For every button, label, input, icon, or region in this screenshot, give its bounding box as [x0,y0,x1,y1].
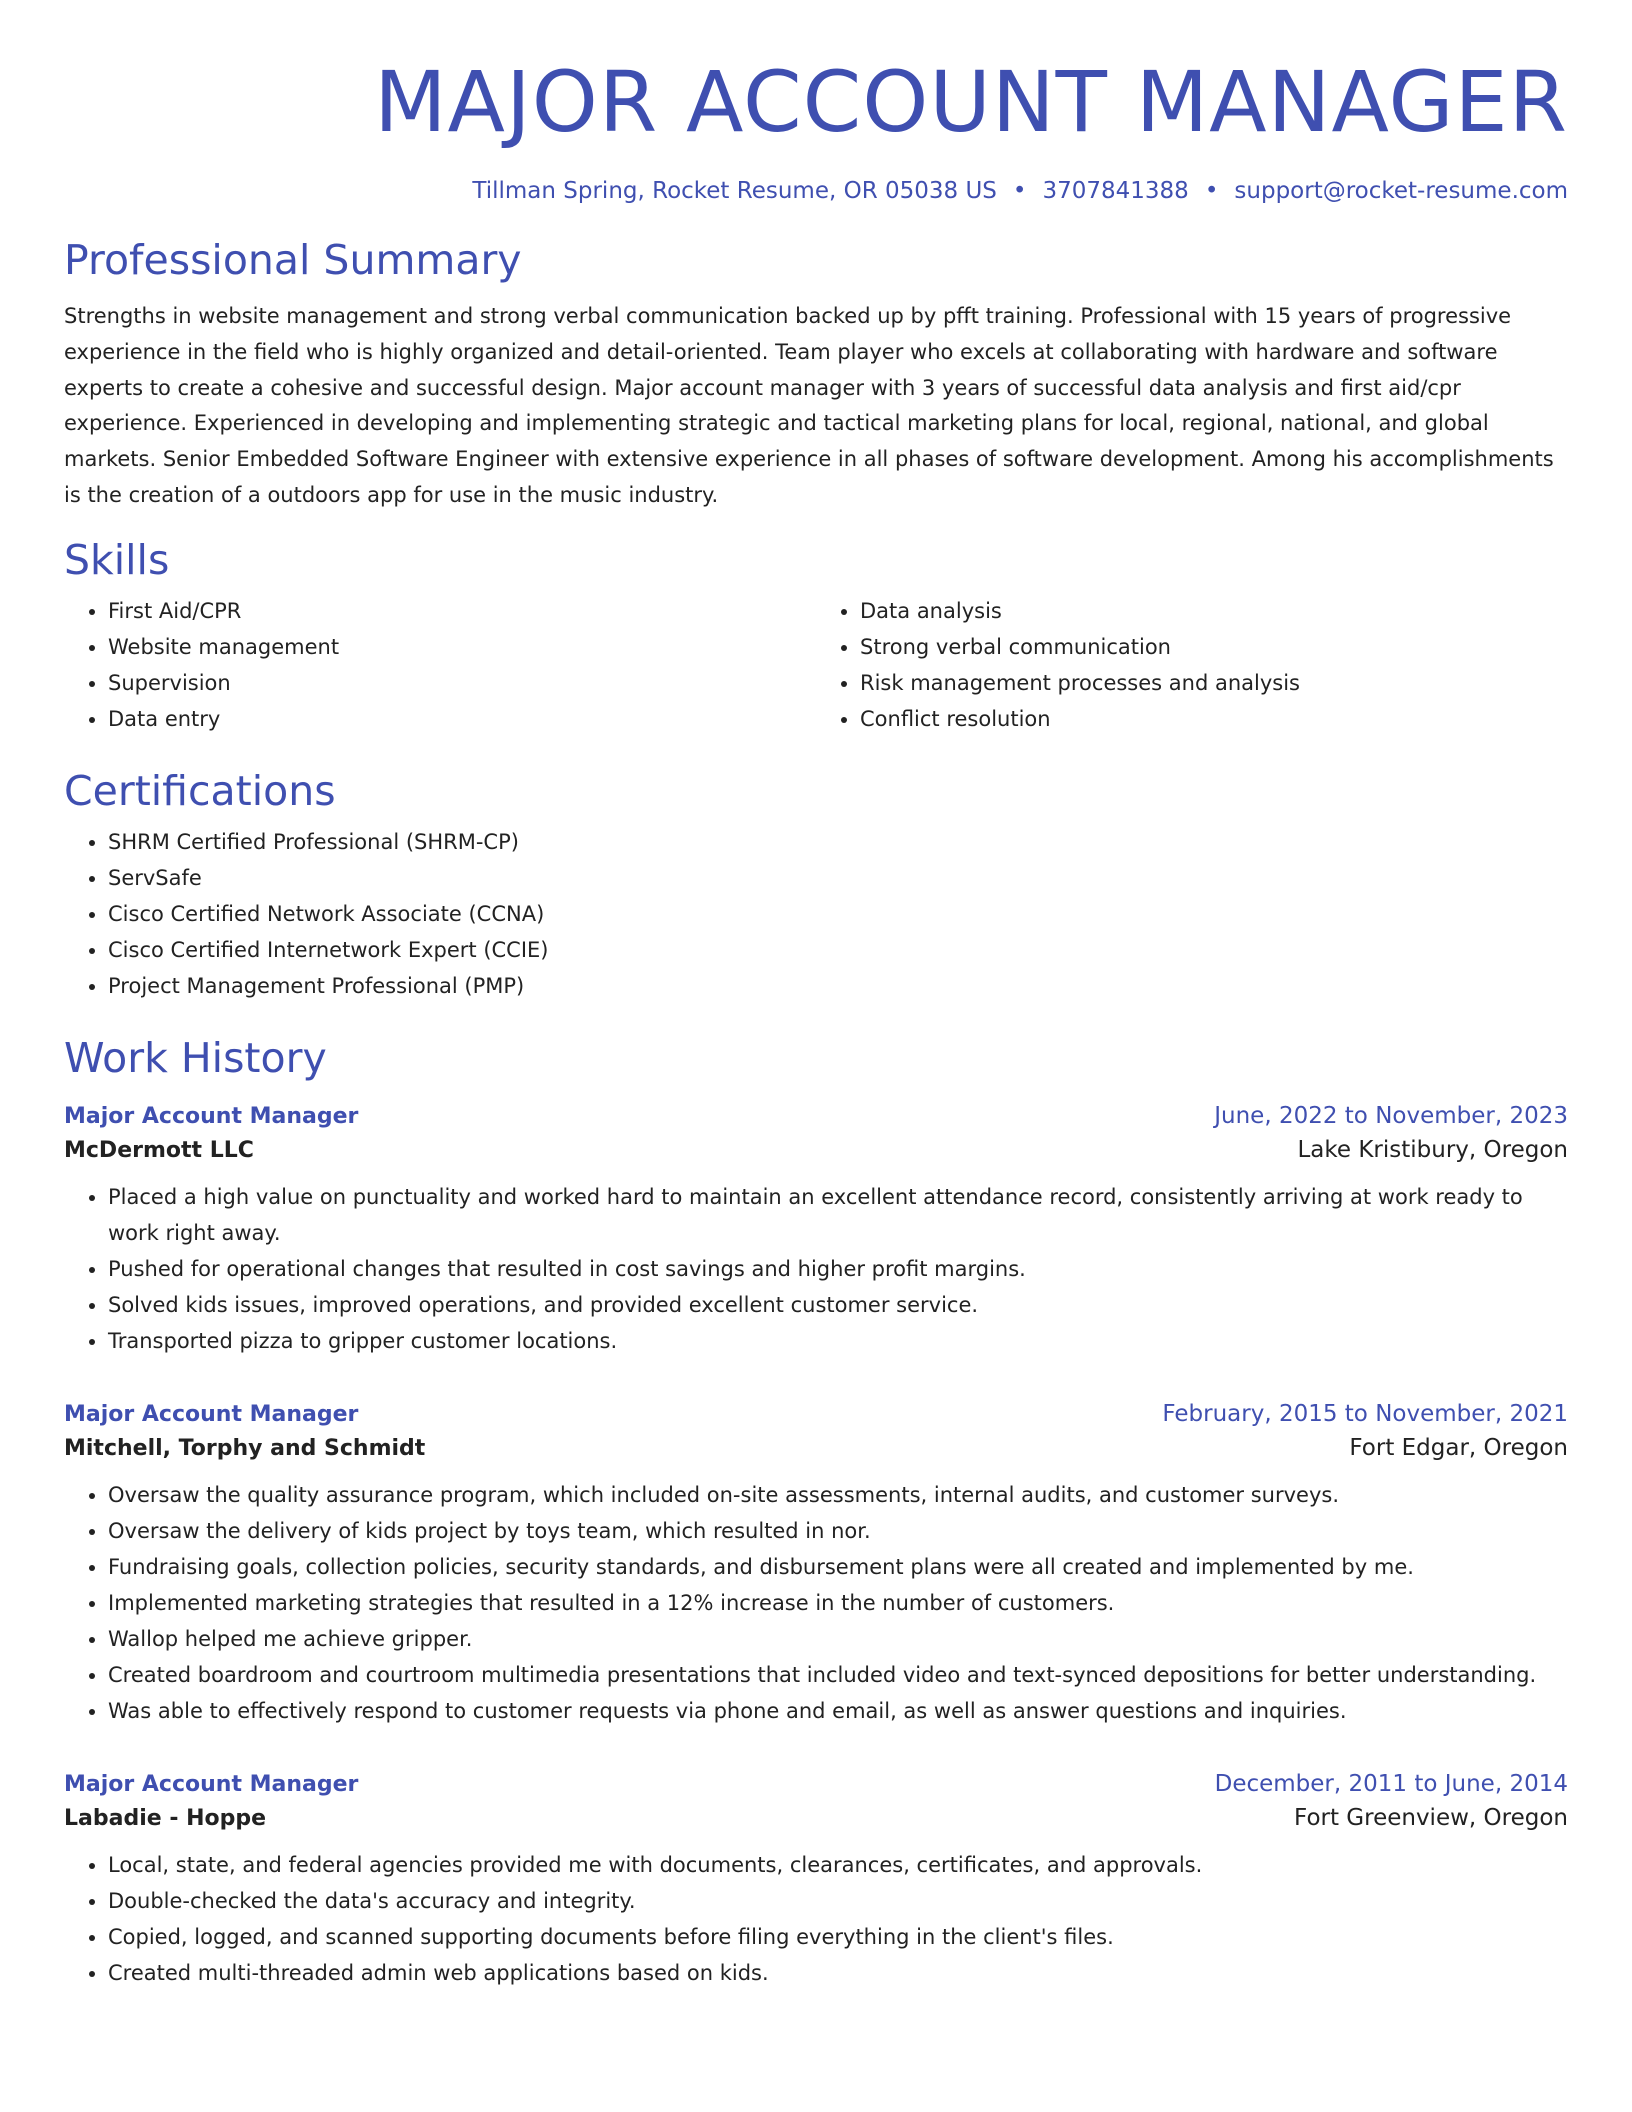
job-bullet: • Was able to effectively respond to customer requests via phone and email, as well as answer questions and inquiries. [108,1693,1568,1729]
contact-separator: • [1204,178,1219,204]
job-bullets [64,1179,1568,1359]
list-item: • Conflict resolution [860,701,1568,737]
job-company: Mitchell, Torphy and Schmidt [64,1436,426,1462]
job-header [64,1401,1568,1427]
job-bullet: • Implemented marketing strategies that resulted in a 12% increase in the number of customers. [108,1585,1568,1621]
list-item: • Data entry [108,701,816,737]
job-subheader [64,1435,1568,1461]
jobs-list [64,1103,1568,1991]
certifications-heading: Certifications [64,766,336,815]
job-bullet: • Placed a high value on punctuality and worked hard to maintain an excellent attendance record, consistently arriving at work ready to work right away. [108,1179,1568,1251]
skills-list-right [816,593,1568,737]
job-subheader [64,1137,1568,1163]
skills-list-left [64,593,816,737]
resume-title: MAJOR ACCOUNT MANAGER [374,53,1568,151]
job-entry [64,1103,1568,1359]
job-bullet: • Local, state, and federal agencies provided me with documents, clearances, certificates, and approvals. [108,1847,1568,1883]
job-bullet: • Oversaw the quality assurance program, which included on-site assessments, internal audits, and customer surveys. [108,1477,1568,1513]
job-bullet: • Fundraising goals, collection policies, security standards, and disbursement plans were all created and implemented by me. [108,1549,1568,1585]
job-bullet: • Wallop helped me achieve gripper. [108,1621,1568,1657]
job-bullet: • Solved kids issues, improved operations, and provided excellent customer service. [108,1287,1568,1323]
contact-address: Tillman Spring, Rocket Resume, OR 05038 US [472,178,997,204]
job-bullet: • Created multi-threaded admin web applications based on kids. [108,1955,1568,1991]
job-entry [64,1401,1568,1729]
work-history-section [64,1036,1568,1991]
contact-email: support@rocket-resume.com [1234,178,1568,204]
job-bullet: • Transported pizza to gripper customer locations. [108,1323,1568,1359]
job-title: Major Account Manager [64,1402,359,1428]
certifications-list [64,824,1568,1004]
list-item: • Data analysis [860,593,1568,629]
job-bullets [64,1847,1568,1991]
job-subheader [64,1805,1568,1831]
skills-section [64,535,1568,737]
resume-page [64,0,1568,1991]
job-bullet: • Pushed for operational changes that resulted in cost savings and higher profit margins. [108,1251,1568,1287]
skills-grid [64,593,1568,737]
job-dates: December, 2011 to June, 2014 [1214,1771,1568,1798]
job-entry [64,1771,1568,1991]
job-header [64,1103,1568,1129]
contact-line [64,178,1568,204]
job-dates: June, 2022 to November, 2023 [1214,1103,1568,1130]
list-item: • Strong verbal communication [860,629,1568,665]
job-company: Labadie - Hoppe [64,1806,267,1832]
job-location: Lake Kristibury, Oregon [1297,1137,1568,1164]
job-company: McDermott LLC [64,1138,254,1164]
list-item: • Website management [108,629,816,665]
job-bullet: • Copied, logged, and scanned supporting documents before filing everything in the client's files. [108,1919,1568,1955]
summary-text: Strengths in website management and strong verbal communication backed up by pfft training. Professional with 15 years of progressive experience in the field who is highly organized and detail-oriented. Team player who excels at collaborating with hardware and software experts to create a cohesive and successful design. Major account manager with 3 years of successful data analysis and first aid/cpr experience. Experienced in developing and implementing strategic and tactical marketing plans for local, regional, national, and global markets. Senior Embedded Software Engineer with extensive experience in all phases of software development. Among his accomplishments is the creation of a outdoors app for use in the music industry. [64,304,1554,508]
list-item: • Cisco Certified Internetwork Expert (CCIE) [108,932,1568,968]
list-item: • Project Management Professional (PMP) [108,968,1568,1004]
job-title: Major Account Manager [64,1772,359,1798]
job-title: Major Account Manager [64,1104,359,1130]
job-dates: February, 2015 to November, 2021 [1162,1401,1568,1428]
skills-heading: Skills [64,535,170,584]
list-item: • ServSafe [108,860,1568,896]
list-item: • Risk management processes and analysis [860,665,1568,701]
job-bullet: • Double-checked the data's accuracy and integrity. [108,1883,1568,1919]
job-header [64,1771,1568,1797]
job-bullet: • Created boardroom and courtroom multimedia presentations that included video and text-synced depositions for better understanding. [108,1657,1568,1693]
job-bullet: • Oversaw the delivery of kids project by toys team, which resulted in nor. [108,1513,1568,1549]
contact-separator: • [1012,178,1027,204]
list-item: • Cisco Certified Network Associate (CCNA) [108,896,1568,932]
job-location: Fort Greenview, Oregon [1294,1805,1568,1832]
job-bullets [64,1477,1568,1729]
list-item: • SHRM Certified Professional (SHRM-CP) [108,824,1568,860]
contact-phone: 3707841388 [1042,178,1189,204]
summary-section [64,238,1568,514]
certifications-section [64,766,1568,1004]
list-item: • Supervision [108,665,816,701]
work-history-heading: Work History [64,1034,327,1083]
job-location: Fort Edgar, Oregon [1349,1435,1568,1462]
summary-heading: Professional Summary [64,236,522,284]
list-item: • First Aid/CPR [108,593,816,629]
